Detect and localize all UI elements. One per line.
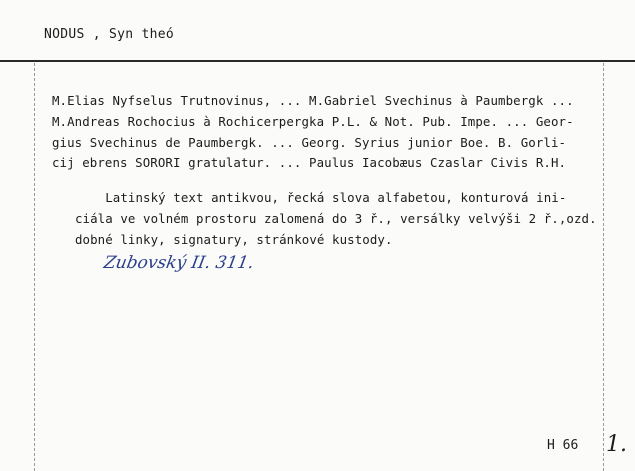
card-heading: NODUS , Syn theó (44, 27, 175, 42)
citation-line: cij ebrens SORORI gratulatur. ... Paulus Iacobæus Czaslar Civis R.H. (52, 155, 567, 170)
handwritten-note: Zubovský II. 311. (102, 253, 256, 273)
description-line: dobné linky, signatury, stránkové kustody. (75, 232, 393, 247)
heading-rule (0, 60, 635, 62)
citation-line: M.Elias Nyfselus Trutnovinus, ... M.Gabriel Svechinus à Paumbergk ... (52, 93, 574, 108)
citation-line: gius Svechinus de Paumbergk. ... Georg. Syrius junior Boe. B. Gorli- (52, 135, 567, 150)
left-margin-line (34, 63, 35, 471)
shelf-code: H 66 (547, 438, 579, 453)
right-margin-line (603, 63, 604, 471)
citation-line: M.Andreas Rochocius à Rochicerpergka P.L. & Not. Pub. Impe. ... Geor- (52, 114, 574, 129)
card-number: 1. (606, 432, 627, 457)
description-line: ciála ve volném prostoru zalomená do 3 ř., versálky velvýši 2 ř.,ozd. (75, 211, 597, 226)
description-line: Latinský text antikvou, řecká slova alfabetou, konturová ini- (75, 190, 567, 205)
